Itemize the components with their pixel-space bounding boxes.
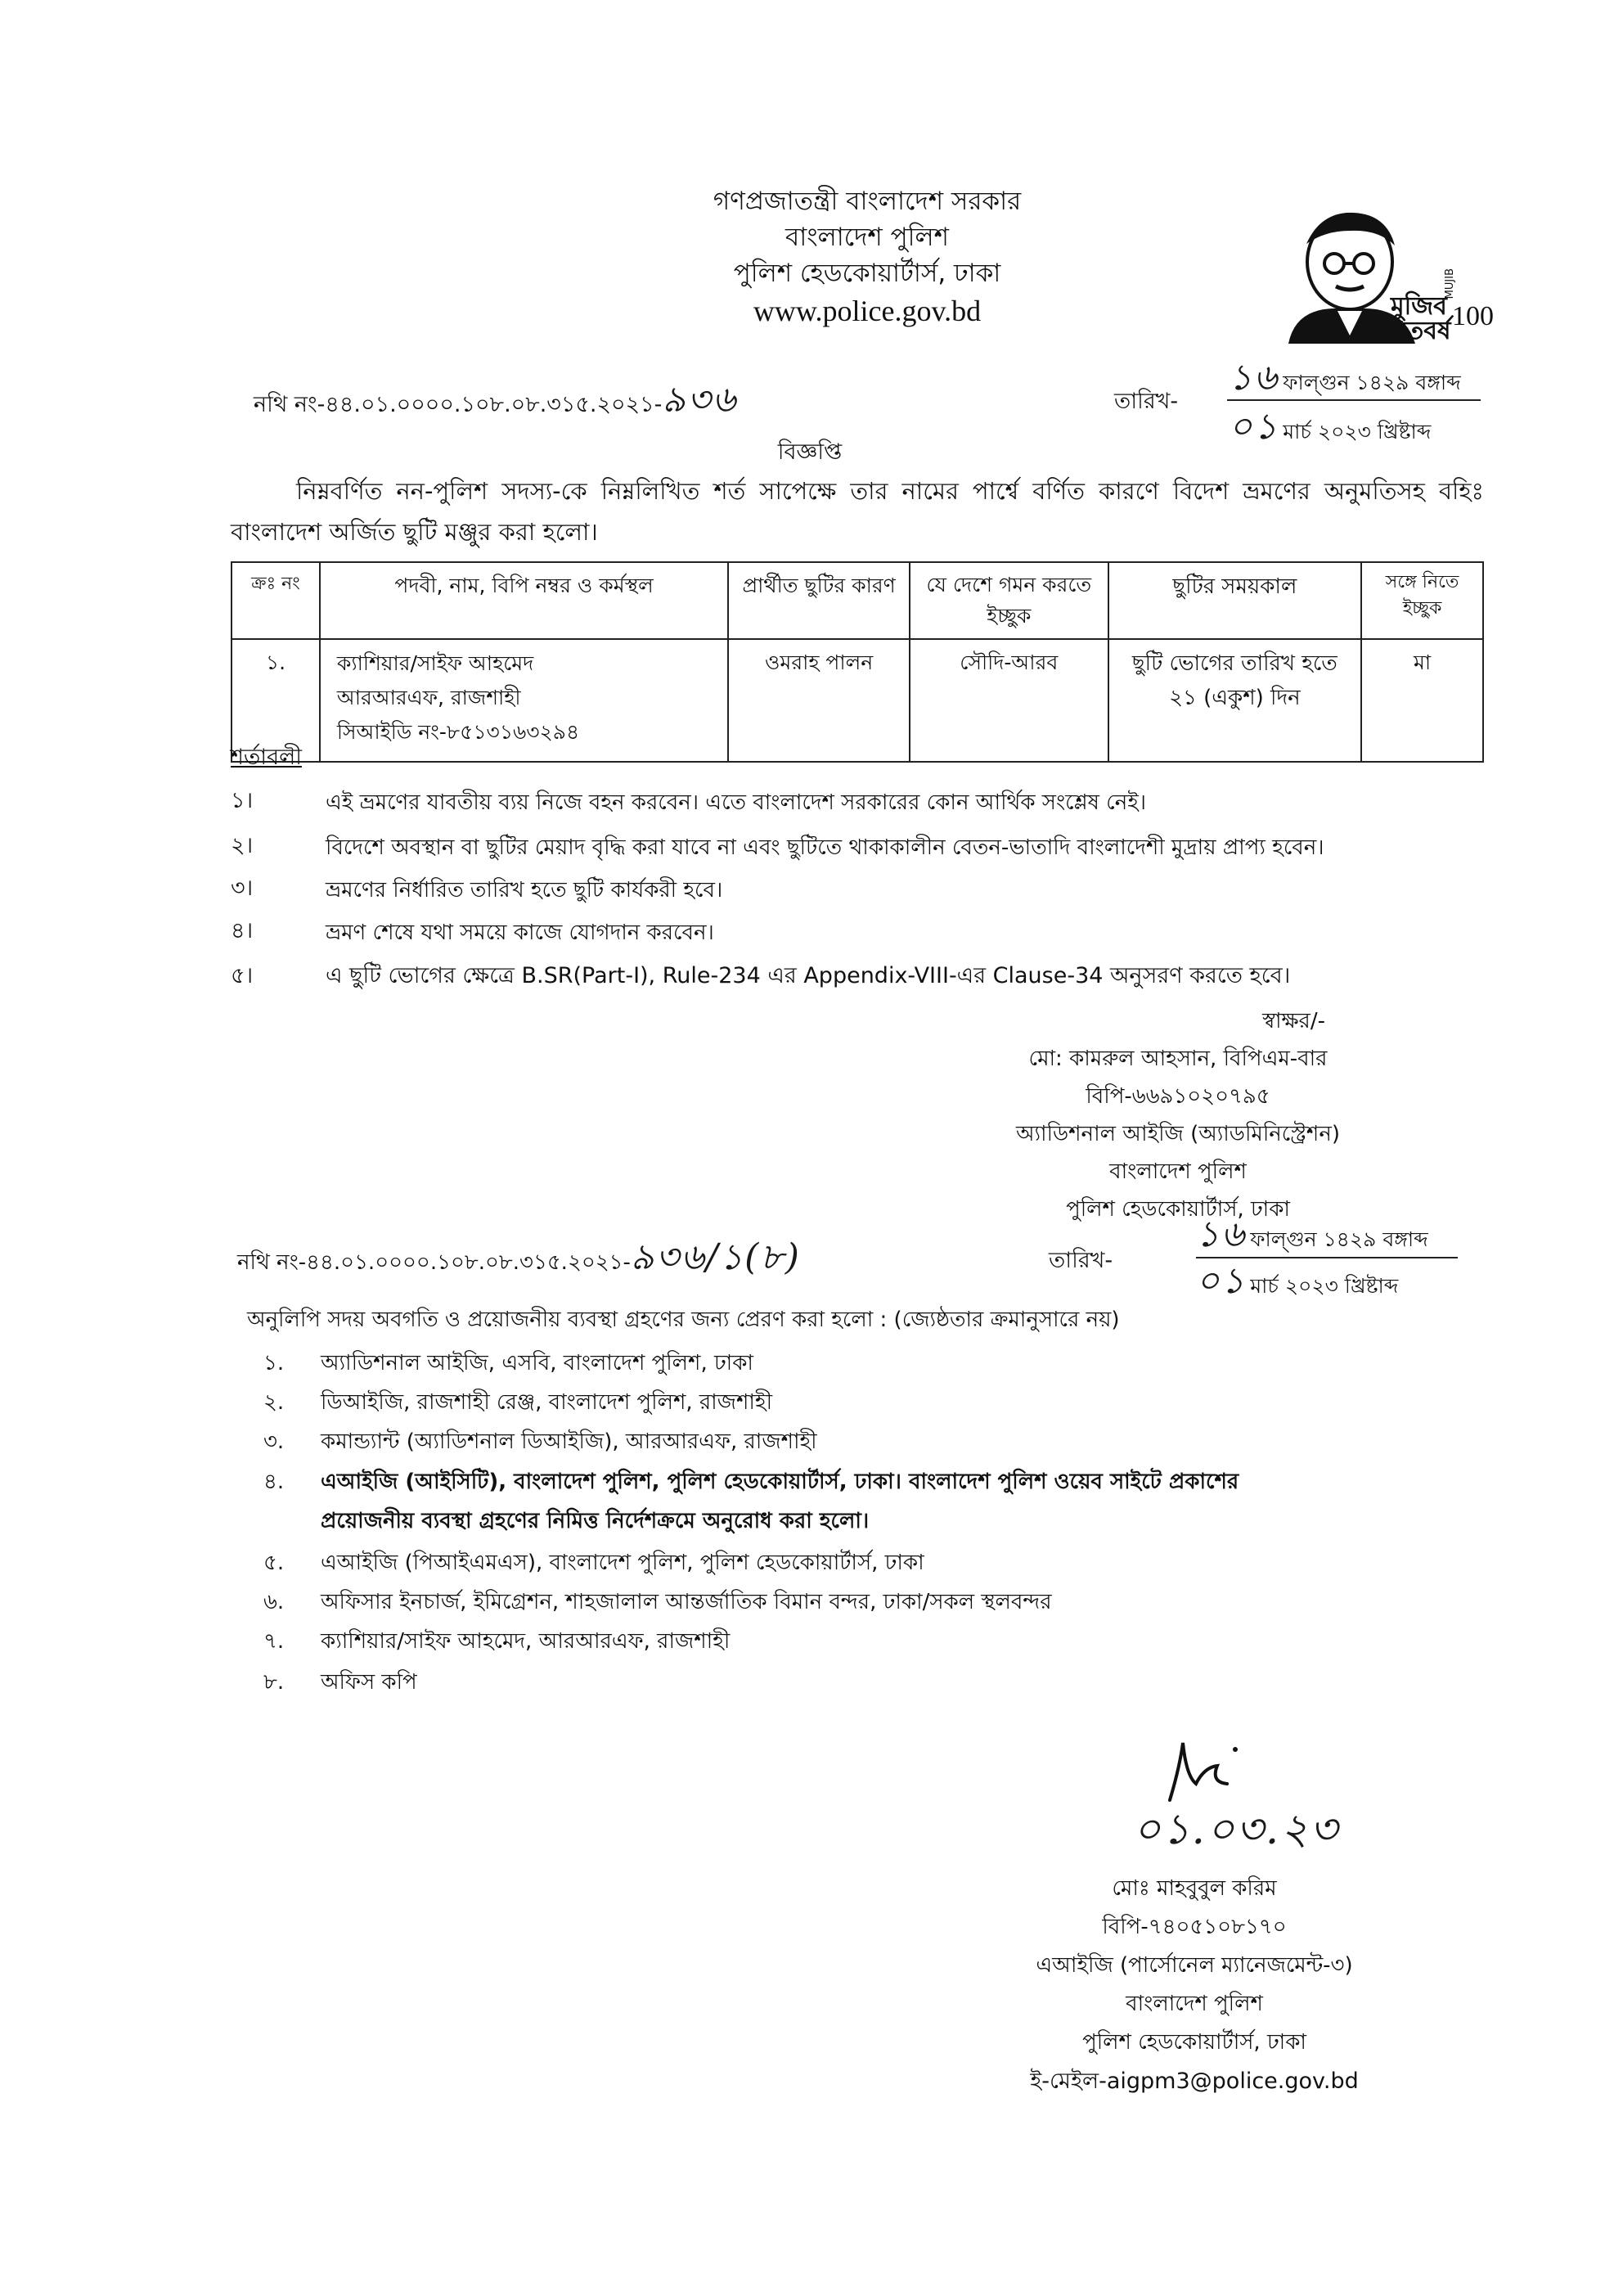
signatory-office: পুলিশ হেডকোয়ার্টার্স, ঢাকা [1066, 1197, 1290, 1222]
copy-number: ২. [263, 1390, 285, 1415]
mujib-borsho-logo [1256, 205, 1494, 345]
condition-number: ৪। [231, 918, 254, 943]
date-bangla-rest: ফাল্গুন ১৪২৯ বঙ্গাব্দ [1283, 371, 1461, 394]
file-number-label: নথি নং-৪৪.০১.০০০০.১০৮.০৮.৩১৫.২০২১- [254, 392, 663, 417]
condition-text: এই ভ্রমণের যাবতীয় ব্যয় নিজে বহন করবেন। এতে বাংলাদেশ সরকারের কোন আর্থিক সংশ্লেষ নেই। [326, 790, 1147, 815]
person-unit: আরআরএফ, রাজশাহী [336, 686, 521, 709]
copy-recipient: ডিআইজি, রাজশাহী রেঞ্জ, বাংলাদেশ পুলিশ, রাজশাহী [321, 1390, 773, 1415]
signatory-block-1 [965, 1002, 1391, 1228]
cell-period [1108, 639, 1362, 762]
condition-text: ভ্রমণ শেষে যথা সময়ে কাজে যোগদান করবেন। [326, 921, 714, 945]
period-line-1: ছুটি ভোগের তারিখ হতে [1131, 651, 1338, 676]
signatory-designation: এআইজি (পার্সোনেল ম্যানেজমেন্ট-৩) [1036, 1953, 1353, 1978]
date-english-rest: মার্চ ২০২৩ খ্রিষ্টাব্দ [1250, 1274, 1399, 1298]
signatory-email: ই-মেইল-aigpm3@police.gov.bd [1030, 2069, 1359, 2094]
conditions-title: শর্তাবলী [231, 745, 302, 770]
copy-number: ৩. [263, 1429, 285, 1454]
cell-country: সৌদি-আরব [910, 639, 1108, 762]
condition-number: ১। [231, 788, 254, 813]
date-english [1196, 1254, 1398, 1313]
copy-recipient: অ্যাডিশনাল আইজি, এসবি, বাংলাদেশ পুলিশ, ঢাকা [321, 1351, 753, 1375]
condition-number: ৫। [231, 963, 254, 988]
date-english [1229, 399, 1431, 459]
header-period: ছুটির সময়কাল [1108, 562, 1362, 639]
person-designation-name: ক্যাশিয়ার/সাইফ আহমেদ [336, 651, 534, 675]
copy-number: ৭. [263, 1629, 285, 1654]
logo-latin-mark: MUJIB [1444, 268, 1456, 299]
intro-paragraph: নিম্নবর্ণিত নন-পুলিশ সদস্য-কে নিম্নলিখিত শর্ত সাপেক্ষে তার নামের পার্শ্বে বর্ণিত কারণে বিদেশ ভ্রমণের অনুমতিসহ বহিঃ বাংলাদেশ অর্জিত ছুটি মঞ্জুর করা হলো। [231, 477, 1484, 546]
date-label: তারিখ- [1049, 1248, 1113, 1273]
date-day-english: ০১ [1229, 406, 1279, 448]
signatory-bp: বিপি-৭৪০৫১০৮১৭০ [1102, 1915, 1287, 1939]
header-person: পদবী, নাম, বিপি নম্বর ও কর্মস্থল [320, 562, 728, 639]
signature-date: ০১.০৩.২৩ [1133, 1805, 1339, 1854]
file-number [254, 372, 737, 432]
date-bangla-rest: ফাল্গুন ১৪২৯ বঙ্গাব্দ [1250, 1227, 1428, 1251]
copy-number: ১. [263, 1351, 285, 1375]
signatory-block-2 [982, 1870, 1407, 2100]
signatory-bp: বিপি-৬৬৯১০২০৭৯৫ [1086, 1084, 1270, 1109]
hq-line: পুলিশ হেডকোয়ার্টার্স, ঢাকা [733, 259, 1001, 288]
condition-number: ২। [231, 833, 254, 858]
cell-serial: ১. [232, 639, 320, 762]
header-serial: ক্রঃ নং [232, 562, 320, 639]
signatory-office: পুলিশ হেডকোয়ার্টার্স, ঢাকা [1082, 2030, 1306, 2055]
gov-line: গণপ্রজাতন্ত্রী বাংলাদেশ সরকার [713, 187, 1022, 216]
signatory-org: বাংলাদেশ পুলিশ [1109, 1159, 1247, 1184]
copy-recipient-continued: প্রয়োজনীয় ব্যবস্থা গ্রহণের নিমিত্ত নির্দেশক্রমে অনুরোধ করা হলো। [321, 1509, 870, 1533]
file-number-handwritten: ৯৩৬/১(৮) [630, 1236, 801, 1278]
signatory-name: মো: কামরুল আহসান, বিপিএম-বার [1028, 1047, 1328, 1071]
copy-recipient: এআইজি (আইসিটি), বাংলাদেশ পুলিশ, পুলিশ হেডকোয়ার্টার্স, ঢাকা। বাংলাদেশ পুলিশ ওয়েব সাইটে প্রকাশের [321, 1470, 1239, 1494]
copy-intro: অনুলিপি সদয় অবগতি ও প্রয়োজনীয় ব্যবস্থা গ্রহণের জন্য প্রেরণ করা হলো : (জ্যেষ্ঠতার ক্রমানুসারে নয়) [247, 1308, 1120, 1332]
condition-number: ৩। [231, 876, 254, 901]
table-row [232, 639, 1483, 762]
signed-mark: স্বাক্ষর/- [1262, 1009, 1325, 1033]
date-day-bangla: ১৬ [1196, 1213, 1247, 1255]
cell-person [320, 639, 728, 762]
date-day-bangla: ১৬ [1229, 357, 1279, 398]
date-english-rest: মার্চ ২০২৩ খ্রিষ্টাব্দ [1283, 420, 1432, 443]
copy-file-number [237, 1230, 801, 1290]
signatory-designation: অ্যাডিশনাল আইজি (অ্যাডমিনিস্ট্রেশন) [1016, 1122, 1340, 1146]
website-text: www.police.gov.bd [753, 295, 982, 327]
condition-text: বিদেশে অবস্থান বা ছুটির মেয়াদ বৃদ্ধি করা যাবে না এবং ছুটিতে থাকাকালীন বেতন-ভাতাদি বাংলাদেশী মুদ্রায় প্রাপ্য হবেন। [326, 835, 1324, 860]
copy-number: ৫. [263, 1551, 285, 1575]
notice-title: বিজ্ঞপ্তি [777, 439, 843, 465]
copy-recipient: এআইজি (পিআইএমএস), বাংলাদেশ পুলিশ, পুলিশ হেডকোয়ার্টার্স, ঢাকা [321, 1551, 924, 1575]
copy-number: ৮. [263, 1670, 285, 1695]
table-header-row [232, 562, 1483, 639]
header-companion: সঙ্গে নিতে ইচ্ছুক [1361, 562, 1483, 639]
condition-text: ভ্রমণের নির্ধারিত তারিখ হতে ছুটি কার্যকরী হবে। [326, 878, 723, 903]
period-line-2: ২১ (একুশ) দিন [1169, 686, 1301, 710]
person-id: সিআইডি নং-৮৫১৩১৬৩২৯৪ [336, 720, 580, 744]
cell-companion: মা [1361, 639, 1483, 762]
copy-number: ৬. [263, 1590, 285, 1614]
logo-wordmark: মুজিব শতবর্ষ [1391, 292, 1451, 345]
copy-recipient: ক্যাশিয়ার/সাইফ আহমেদ, আরআরএফ, রাজশাহী [321, 1629, 731, 1654]
copy-number: ৪. [263, 1470, 285, 1494]
header-reason: প্রার্থীত ছুটির কারণ [728, 562, 910, 639]
leave-table [231, 561, 1484, 763]
signatory-name: মোঃ মাহবুবুল করিম [1112, 1876, 1277, 1901]
file-number-label: নথি নং-৪৪.০১.০০০০.১০৮.০৮.৩১৫.২০২১- [237, 1250, 631, 1275]
org-line: বাংলাদেশ পুলিশ [785, 223, 949, 252]
header-country: যে দেশে গমন করতে ইচ্ছুক [910, 562, 1108, 639]
copy-recipient: অফিসার ইনচার্জ, ইমিগ্রেশন, শাহজালাল আন্তর্জাতিক বিমান বন্দর, ঢাকা/সকল স্থলবন্দর [321, 1590, 1052, 1614]
date-day-english: ০১ [1196, 1260, 1247, 1302]
signatory-org: বাংলাদেশ পুলিশ [1126, 1992, 1263, 2016]
logo-number: 100 [1452, 301, 1494, 331]
letterhead [646, 183, 1088, 329]
copy-recipient: অফিস কপি [321, 1670, 417, 1695]
copy-recipient: কমান্ড্যান্ট (অ্যাডিশনাল ডিআইজি), আরআরএফ, রাজশাহী [321, 1429, 817, 1454]
date-label: তারিখ- [1114, 389, 1179, 414]
file-number-handwritten: ৯৩৬ [662, 379, 738, 421]
cell-reason: ওমরাহ পালন [728, 639, 910, 762]
condition-text: এ ছুটি ভোগের ক্ষেত্রে B.SR(Part-I), Rule-234 এর Appendix-VIII-এর Clause-34 অনুসরণ করতে হবে। [326, 963, 1291, 988]
